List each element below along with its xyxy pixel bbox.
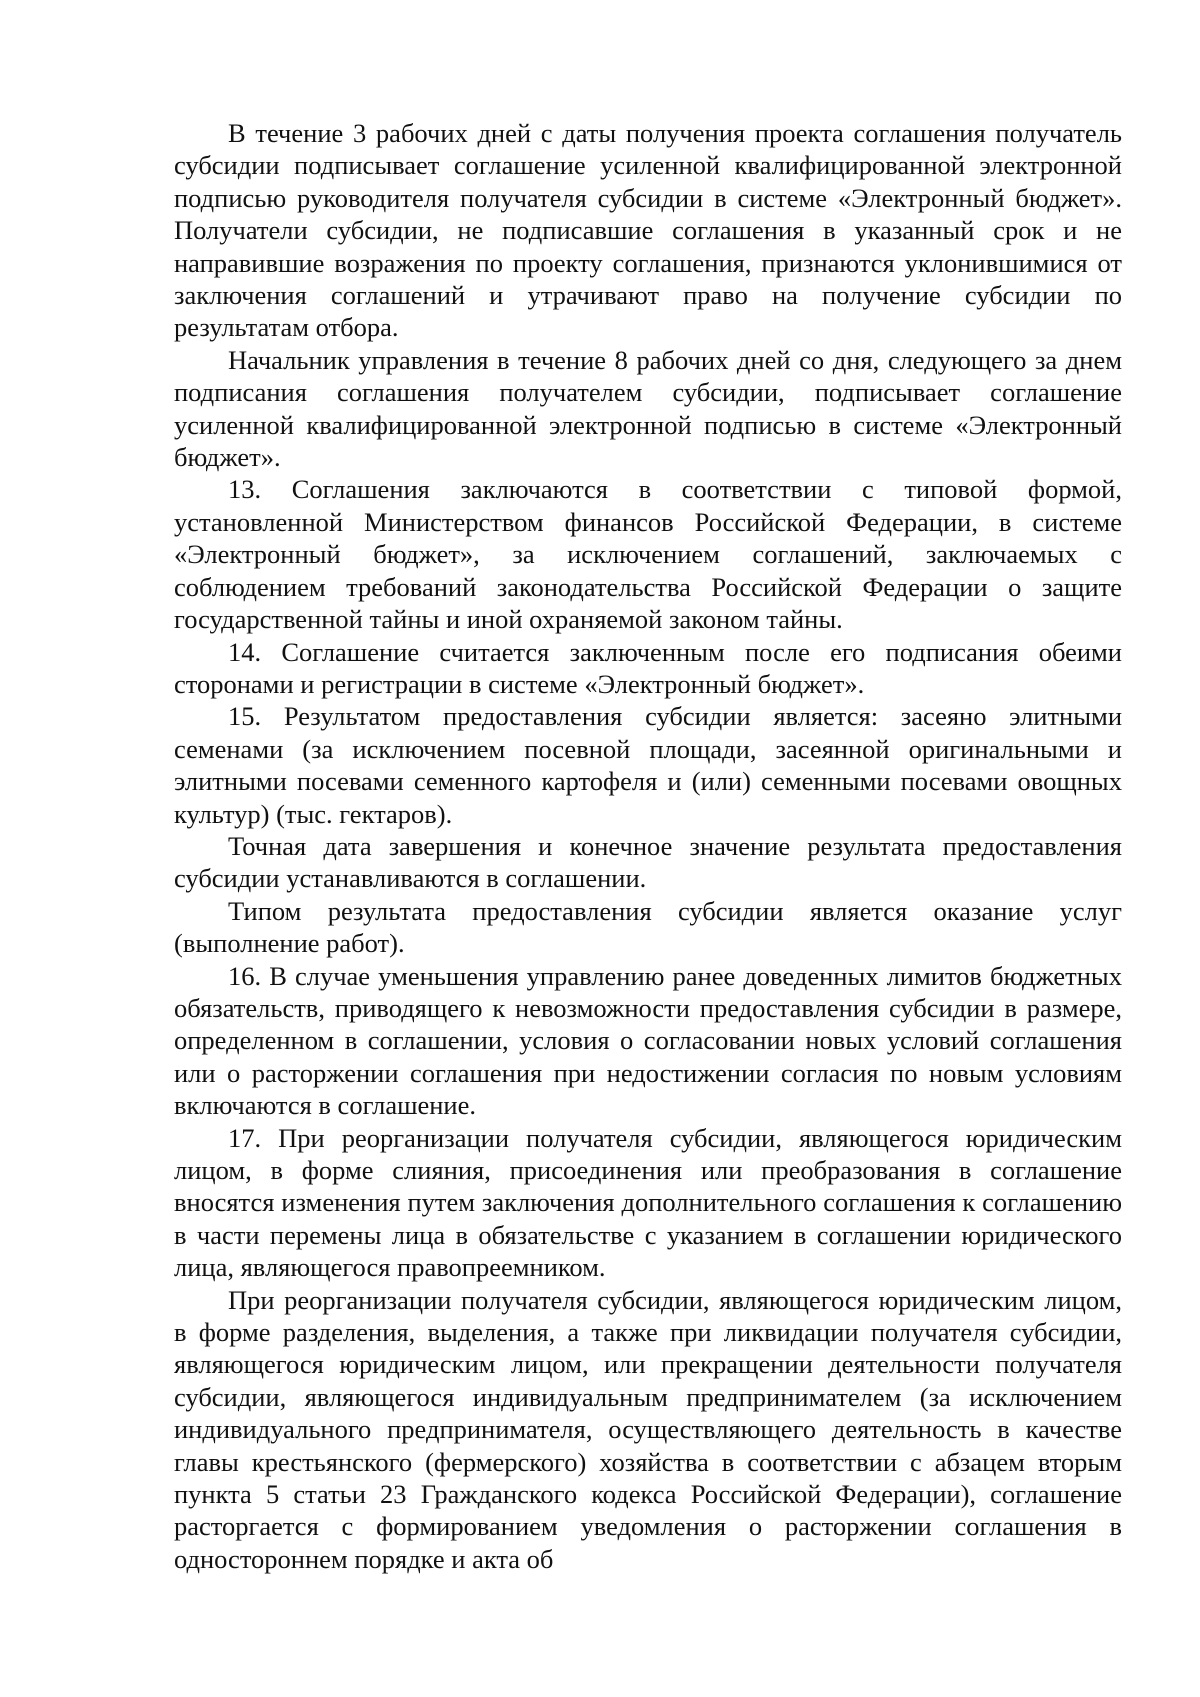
paragraph-17-reorganization: 17. При реорганизации получателя субсидии, являющегося юридическим лицом, в форме слияния, присоединения или преобразования в соглашение вносятся изменения путем заключения дополнительного соглашения к соглашению в части перемены лица в обязательстве с указанием в соглашении юридического лица, являющегося правопреемником. [174, 1122, 1122, 1283]
paragraph-head-signature: Начальник управления в течение 8 рабочих дней со дня, следующего за днем подписания соглашения получателем субсидии, подписывает соглашение усиленной квалифицированной электронной подписью в системе «Электронный бюджет». [174, 344, 1122, 473]
paragraph-16-limits-reduction: 16. В случае уменьшения управлению ранее доведенных лимитов бюджетных обязательств, приводящего к невозможности предоставления субсидии в размере, определенном в соглашении, условия о согласовании новых условий соглашения или о расторжении соглашения при недостижении согласия по новым условиям включаются в соглашение. [174, 960, 1122, 1121]
document-page [174, 117, 1122, 1575]
paragraph-result-date: Точная дата завершения и конечное значение результата предоставления субсидии устанавливаются в соглашении. [174, 830, 1122, 894]
paragraph-15-result: 15. Результатом предоставления субсидии является: засеяно элитными семенами (за исключением посевной площади, засеянной оригинальными и элитными посевами семенного картофеля и (или) семенными посевами овощных культур) (тыс. гектаров). [174, 701, 1122, 829]
paragraph-result-type: Типом результата предоставления субсидии является оказание услуг (выполнение работ). [174, 895, 1122, 959]
paragraph-14-agreement-concluded: 14. Соглашение считается заключенным после его подписания обеими сторонами и регистрации в системе «Электронный бюджет». [174, 636, 1122, 699]
paragraph-termination: При реорганизации получателя субсидии, являющегося юридическим лицом, в форме разделения, выделения, а также при ликвидации получателя субсидии, являющегося юридическим лицом, или прекращении деятельности получателя субсидии, являющегося индивидуальным предпринимателем (за исключением индивидуального предпринимателя, осуществляющего деятельность в качестве главы крестьянского (фермерского) хозяйства в соответствии с абзацем вторым пункта 5 статьи 23 Гражданского кодекса Российской Федерации), соглашение расторгается с формированием уведомления о расторжении соглашения в одностороннем порядке и акта об [174, 1284, 1122, 1574]
paragraph-13-typical-form: 13. Соглашения заключаются в соответствии с типовой формой, установленной Министерством финансов Российской Федерации, в системе «Электронный бюджет», за исключением соглашений, заключаемых с соблюдением требований законодательства Российской Федерации о защите государственной тайны и иной охраняемой законом тайны. [174, 474, 1122, 635]
paragraph-signing-deadline: В течение 3 рабочих дней с даты получения проекта соглашения получатель субсидии подписывает соглашение усиленной квалифицированной электронной подписью руководителя получателя субсидии в системе «Электронный бюджет». Получатели субсидии, не подписавшие соглашения в указанный срок и не направившие возражения по проекту соглашения, признаются уклонившимися от заключения соглашений и утрачивают право на получение субсидии по результатам отбора. [174, 118, 1122, 343]
